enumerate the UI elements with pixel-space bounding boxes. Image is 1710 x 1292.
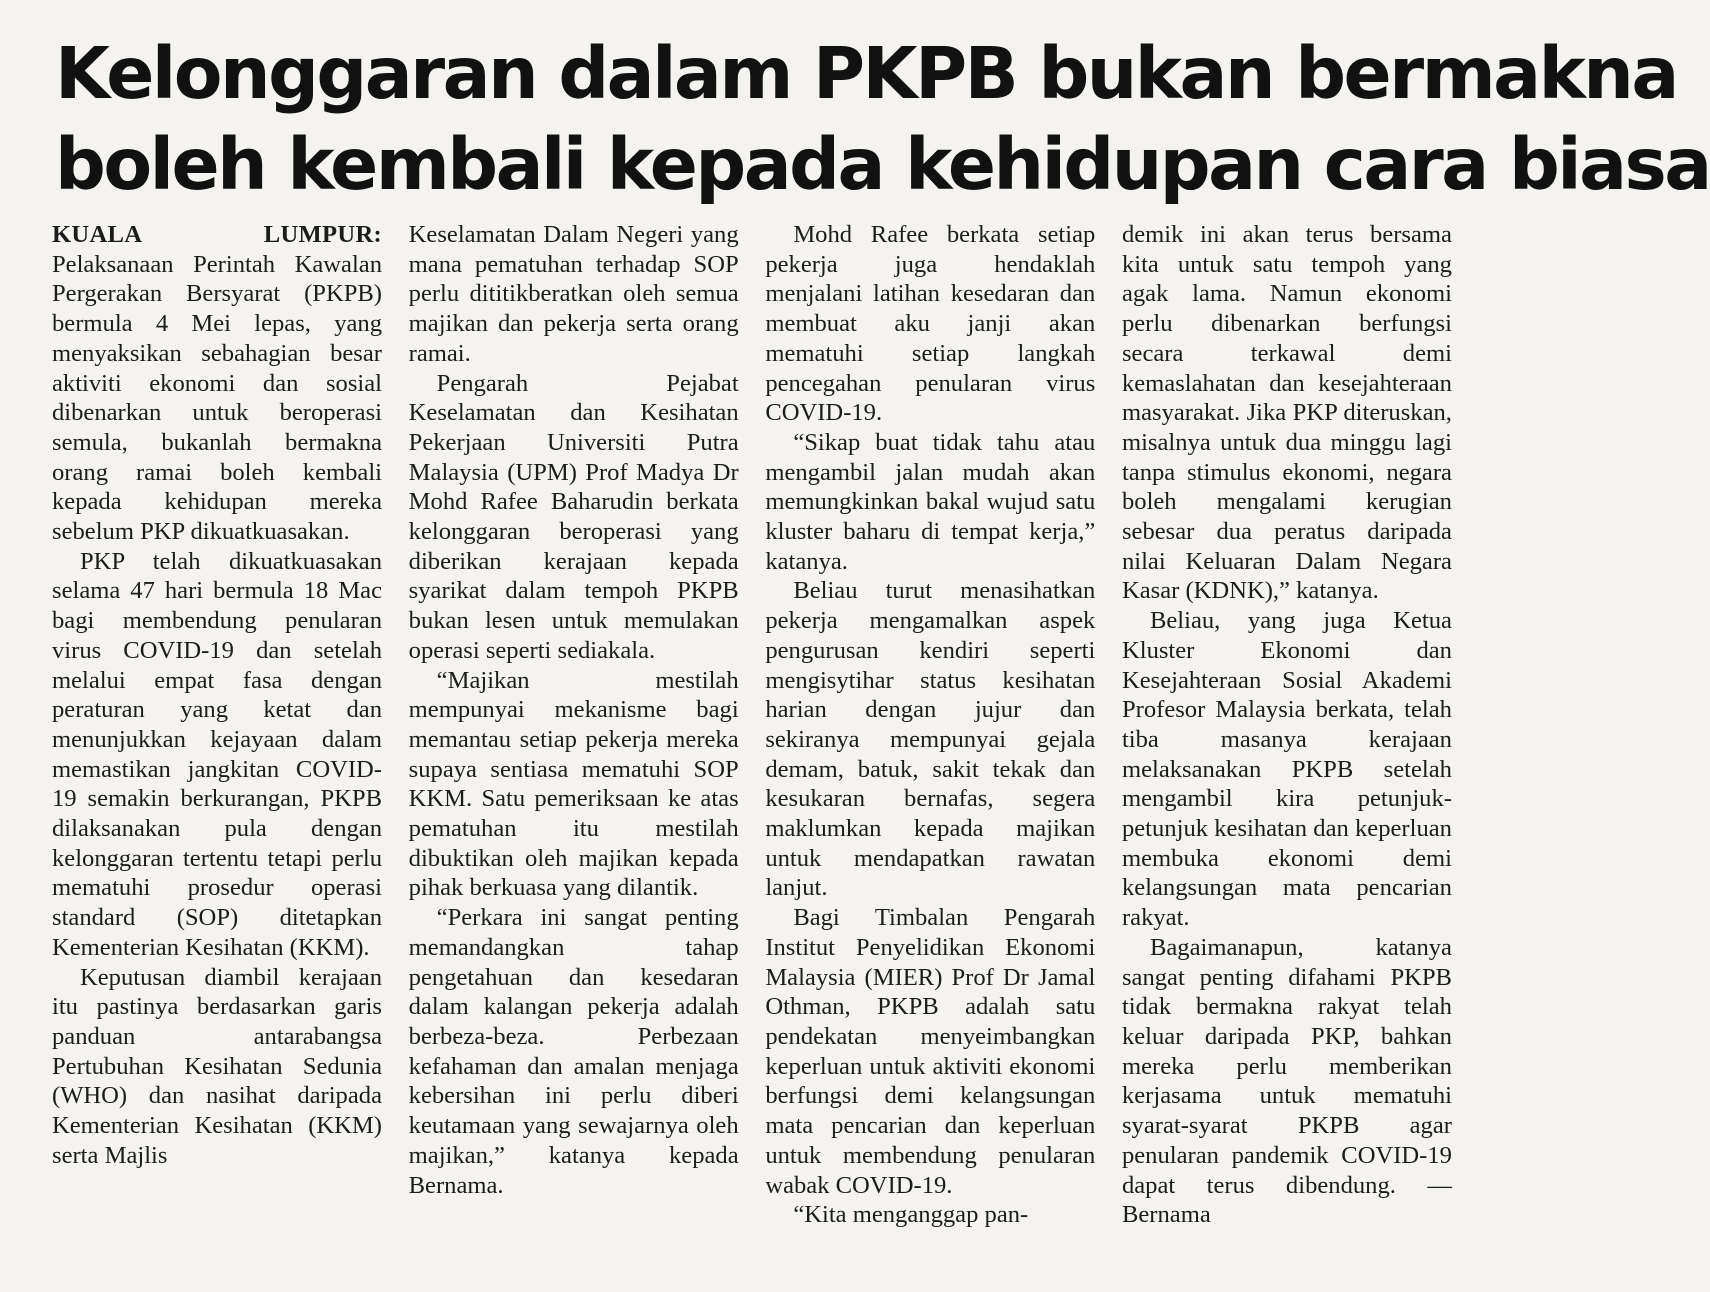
paragraph: Bagaimanapun, katanya sangat penting difahami PKPB tidak bermakna rakyat telah keluar daripada PKP, bahkan mereka perlu memberikan kerjasama untuk mematuhi syarat-syarat PKPB agar penularan pandemik COVID-19 dapat terus dibendung. — Bernama: [1121, 933, 1452, 1229]
paragraph: Pengarah Pejabat Keselamatan dan Kesihatan Pekerjaan Universiti Putra Malaysia (UPM) Prof Madya Dr Mohd Rafee Baharudin berkata kelonggaran beroperasi yang diberikan kerajaan kepada syarikat dalam tempoh PKPB bukan lesen untuk memulakan operasi seperti sediakala.: [408, 369, 739, 664]
paragraph: “Perkara ini sangat penting memandangkan tahap pengetahuan dan kesedaran dalam kalangan pekerja adalah berbeza-beza. Perbezaan kefahaman dan amalan menjaga kebersihan ini perlu diberi keutamaan yang sewajarnya oleh majikan,” katanya kepada Bernama.: [408, 904, 739, 1199]
paragraph: PKP telah dikuatkuasakan selama 47 hari bermula 18 Mac bagi membendung penularan virus COVID-19 dan setelah melalui empat fasa dengan peraturan yang ketat dan menunjukkan kejayaan dalam memastikan jangkitan COVID-19 semakin berkurangan, PKPB dilaksanakan pula dengan kelonggaran tertentu tetapi perlu mematuhi prosedur operasi standard (SOP) ditetapkan Kementerian Kesihatan (KKM).: [52, 547, 382, 961]
paragraph: demik ini akan terus bersama kita untuk satu tempoh yang agak lama. Namun ekonomi perlu dibenarkan berfungsi secara terkawal demi kemaslahatan dan kesejahteraan masyarakat. Jika PKP diteruskan, misalnya untuk dua minggu lagi tanpa stimulus ekonomi, negara boleh mengalami kerugian sebesar dua peratus daripada nilai Keluaran Dalam Negara Kasar (KDNK),” katanya.: [1121, 221, 1452, 605]
paragraph: Keselamatan Dalam Negeri yang mana pematuhan terhadap SOP perlu dititikberatkan oleh semua majikan dan pekerja serta orang ramai.: [408, 221, 739, 367]
paragraph: Bagi Timbalan Pengarah Institut Penyelidikan Ekonomi Malaysia (MIER) Prof Dr Jamal Othman, PKPB adalah satu pendekatan menyeimbangkan keperluan untuk aktiviti ekonomi berfungsi demi kelangsungan mata pencarian dan keperluan untuk membendung penularan wabak COVID-19.: [765, 904, 1096, 1199]
headline: [55, 28, 1710, 210]
article-column-2: [409, 220, 739, 1230]
article-body: [52, 220, 1452, 1230]
paragraph: Beliau, yang juga Ketua Kluster Ekonomi dan Kesejahteraan Sosial Akademi Profesor Malaysia berkata, telah tiba masanya kerajaan melaksanakan PKPB setelah mengambil kira petunjuk-petunjuk kesihatan dan keperluan membuka ekonomi demi kelangsungan mata pencarian rakyat.: [1121, 607, 1452, 932]
paragraph: “Kita menganggap pan-: [793, 1201, 1029, 1229]
paragraph: Beliau turut menasihatkan pekerja mengamalkan aspek pengurusan kendiri seperti mengisytihar status kesihatan harian dengan jujur dan sekiranya mempunyai gejala demam, batuk, sakit tekak dan kesukaran bernafas, segera maklumkan kepada majikan untuk mendapatkan rawatan lanjut.: [765, 577, 1096, 902]
paragraph: Keputusan diambil kerajaan itu pastinya berdasarkan garis panduan antarabangsa Pertubuhan Kesihatan Sedunia (WHO) dan nasihat daripada Kementerian Kesihatan (KKM) serta Majlis: [52, 963, 382, 1169]
article-column-3: [765, 220, 1095, 1230]
article-column-4: [1122, 220, 1452, 1230]
article-column-1: [52, 220, 382, 1230]
paragraph: “Majikan mestilah mempunyai mekanisme bagi memantau setiap pekerja mereka supaya sentiasa mematuhi SOP KKM. Satu pemeriksaan ke atas pematuhan itu mestilah dibuktikan oleh majikan kepada pihak berkuasa yang dilantik.: [408, 666, 739, 902]
dateline: KUALA LUMPUR:: [52, 221, 382, 248]
paragraph-text: Pelaksanaan Perintah Kawalan Pergerakan Bersyarat (PKPB) bermula 4 Mei lepas, yang menyaksikan sebahagian besar aktiviti ekonomi dan sosial dibenarkan untuk beroperasi semula, bukanlah bermakna orang ramai boleh kembali kepada kehidupan mereka sebelum PKP dikuatkuasakan.: [52, 250, 382, 546]
paragraph: Mohd Rafee berkata setiap pekerja juga hendaklah menjalani latihan kesedaran dan membuat aku janji akan mematuhi setiap langkah pencegahan penularan virus COVID-19.: [765, 221, 1096, 427]
headline-line-2: boleh kembali kepada kehidupan cara biasa: [55, 123, 1710, 206]
paragraph: “Sikap buat tidak tahu atau mengambil jalan mudah akan memungkinkan bakal wujud satu kluster baharu di tempat kerja,” katanya.: [765, 428, 1096, 575]
paragraph: [52, 220, 382, 547]
headline-line-1: Kelonggaran dalam PKPB bukan bermakna: [55, 32, 1677, 115]
